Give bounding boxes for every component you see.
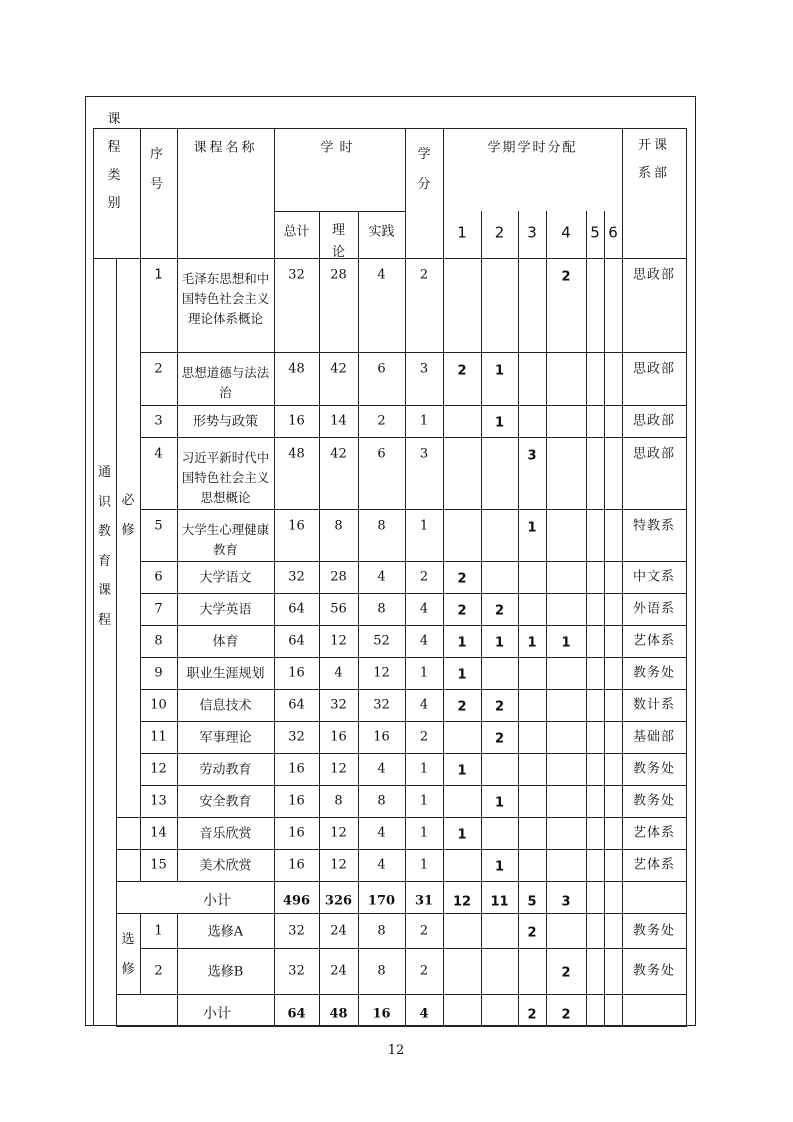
- row-theory: 42: [330, 446, 347, 462]
- row-theory: 16: [330, 729, 347, 745]
- row-seq: 14: [150, 825, 167, 841]
- header-semester-1: 1: [457, 223, 467, 242]
- row-total: 16: [288, 793, 305, 809]
- header-col-rule: [604, 211, 605, 258]
- row-course-name: 音乐欣赏: [199, 826, 252, 842]
- row-dept: 特教系: [632, 518, 676, 534]
- row-theory: 12: [330, 761, 347, 777]
- row-credit: 2: [419, 963, 429, 979]
- row-practice: 6: [377, 361, 386, 377]
- header-semester-3: 3: [527, 223, 537, 242]
- row-seq: 13: [150, 793, 167, 809]
- row-course-name: 思想道德与法法治: [181, 365, 270, 400]
- row-seq: 15: [150, 857, 167, 873]
- row-total: 16: [288, 825, 305, 841]
- row-course-name: 选修B: [207, 964, 244, 980]
- row-credit: 4: [419, 697, 429, 713]
- header-col-rule: [546, 211, 547, 258]
- subtotal-elective-label: 小计: [203, 1006, 231, 1022]
- row-practice: 32: [373, 697, 390, 713]
- row-seq: 8: [154, 633, 163, 649]
- group-elective-label: 选修: [121, 932, 135, 977]
- header-mid-rule: [274, 211, 406, 212]
- row-credit: 3: [419, 446, 429, 462]
- header-semester-2: 2: [494, 223, 505, 242]
- row-semester-1: 1: [457, 667, 467, 683]
- row-seq: 2: [154, 963, 163, 979]
- row-semester-3: 1: [527, 520, 537, 536]
- row-semester-1: 1: [457, 635, 467, 651]
- row-semester-4: 2: [561, 965, 571, 981]
- row-semester-3: 3: [527, 448, 537, 464]
- row-seq: 9: [154, 665, 163, 681]
- row-course-name: 军事理论: [199, 730, 252, 746]
- row-theory: 4: [334, 665, 343, 681]
- row-dept: 中文系: [632, 569, 676, 585]
- body-col-rule: [274, 881, 275, 913]
- row-practice: 4: [377, 825, 386, 841]
- row-rule: [140, 948, 687, 949]
- row-course-name: 劳动教育: [199, 762, 252, 778]
- page-number: 12: [387, 1043, 405, 1058]
- row-rule: [140, 352, 687, 353]
- row-semester-4: 2: [561, 269, 571, 285]
- row-credit: 1: [419, 518, 429, 534]
- body-col-rule: [319, 913, 320, 1026]
- row-dept: 思政部: [632, 446, 676, 462]
- row-semester-2: 1: [494, 415, 505, 431]
- body-col-rule: [586, 881, 587, 913]
- body-col-rule: [686, 258, 687, 1026]
- header-semester: 学期学时分配: [487, 140, 578, 156]
- row-total: 48: [288, 361, 305, 377]
- row-theory: 24: [330, 923, 347, 938]
- header-bottom-rule: [93, 258, 687, 259]
- row-semester-1: 2: [457, 363, 467, 379]
- row-total: 16: [288, 518, 305, 534]
- header-col-rule: [443, 128, 444, 258]
- row-rule: [140, 405, 687, 406]
- row-dept: 教务处: [632, 963, 676, 979]
- row-dept: 艺体系: [632, 633, 676, 649]
- row-total: 32: [288, 963, 305, 979]
- row-credit: 4: [419, 633, 429, 649]
- header-semester-4: 4: [561, 223, 571, 242]
- row-credit: 1: [419, 761, 429, 777]
- body-col-rule: [274, 913, 275, 1026]
- row-rule: [140, 509, 687, 510]
- body-col-rule: [518, 881, 519, 913]
- row-semester-1: 2: [457, 571, 467, 587]
- row-theory: 8: [334, 793, 343, 809]
- subtotal-required-semester-4: 3: [561, 894, 571, 910]
- header-col-rule: [586, 211, 587, 258]
- row-dept: 教务处: [632, 923, 676, 938]
- row-seq: 5: [154, 518, 163, 534]
- row-theory: 12: [330, 857, 347, 873]
- row-credit: 1: [419, 857, 429, 873]
- body-col-rule: [622, 913, 623, 1026]
- row-seq: 1: [154, 923, 163, 938]
- header-col-rule: [686, 128, 687, 258]
- header-col-rule: [481, 211, 482, 258]
- row-semester-2: 2: [494, 731, 505, 747]
- header-col-rule: [622, 128, 623, 258]
- row-dept: 思政部: [632, 267, 676, 283]
- body-col-rule: [358, 881, 359, 913]
- row-dept: 基础部: [632, 729, 676, 745]
- subtotal-elective-semester-4: 2: [561, 1007, 571, 1023]
- row-theory: 28: [330, 267, 347, 283]
- header-col-rule: [319, 211, 320, 258]
- subtotal-required-semester-3: 5: [527, 894, 537, 910]
- row-rule: [116, 1026, 687, 1027]
- subtotal-elective-credit: 4: [419, 1006, 429, 1022]
- row-total: 16: [288, 857, 305, 873]
- row-rule: [116, 913, 687, 914]
- header-hours: 学时: [320, 140, 359, 156]
- row-course-name: 大学语文: [199, 570, 252, 586]
- row-total: 64: [288, 697, 305, 713]
- row-credit: 1: [419, 413, 429, 429]
- header-semester-5: 5: [590, 223, 600, 242]
- row-dept: 艺体系: [632, 825, 676, 841]
- header-col-rule: [358, 211, 359, 258]
- header-course-name: 课程名称: [193, 140, 258, 156]
- row-theory: 56: [330, 601, 347, 617]
- row-total: 64: [288, 601, 305, 617]
- header-top-rule: [93, 128, 687, 129]
- row-rule: [140, 785, 687, 786]
- row-practice: 4: [377, 857, 386, 873]
- row-total: 16: [288, 761, 305, 777]
- row-practice: 4: [377, 761, 386, 777]
- row-credit: 1: [419, 665, 429, 681]
- row-total: 32: [288, 569, 305, 585]
- row-semester-1: 2: [457, 699, 467, 715]
- row-theory: 12: [330, 825, 347, 841]
- body-col-rule: [481, 881, 482, 913]
- subtotal-elective-theory: 48: [329, 1006, 348, 1022]
- subtotal-elective-practice: 16: [372, 1006, 391, 1022]
- row-semester-2: 1: [494, 363, 505, 379]
- row-practice: 2: [377, 413, 386, 429]
- row-rule: [140, 689, 687, 690]
- body-col-rule: [518, 913, 519, 1026]
- row-practice: 8: [377, 963, 386, 979]
- subtotal-elective-total: 64: [287, 1006, 306, 1022]
- row-course-name: 大学生心理健康教育: [181, 522, 270, 557]
- subtotal-required-label: 小计: [203, 893, 231, 909]
- row-dept: 教务处: [632, 761, 676, 777]
- row-seq: 4: [154, 446, 163, 462]
- subtotal-required-total: 496: [282, 893, 311, 909]
- row-theory: 24: [330, 963, 347, 979]
- row-credit: 3: [419, 361, 429, 377]
- row-rule: [116, 817, 687, 818]
- body-col-rule: [443, 881, 444, 913]
- row-seq: 7: [154, 601, 163, 617]
- row-semester-2: 2: [494, 603, 505, 619]
- header-theory: 理论: [331, 223, 345, 260]
- header-col-rule: [518, 211, 519, 258]
- row-seq: 3: [154, 413, 163, 429]
- row-dept: 思政部: [632, 361, 676, 377]
- header-dept: 开课系部: [638, 138, 671, 181]
- row-seq: 1: [154, 267, 163, 283]
- row-practice: 16: [373, 729, 390, 745]
- body-col-rule: [93, 258, 94, 1026]
- subtotal-required-semester-1: 12: [452, 894, 472, 910]
- row-rule: [140, 593, 687, 594]
- row-course-name: 安全教育: [199, 794, 252, 810]
- row-semester-2: 1: [494, 859, 505, 875]
- row-seq: 2: [154, 361, 163, 377]
- body-col-rule: [546, 913, 547, 1026]
- row-semester-3: 2: [527, 925, 537, 940]
- row-semester-4: 1: [561, 635, 571, 651]
- row-credit: 2: [419, 729, 429, 745]
- row-theory: 28: [330, 569, 347, 585]
- row-rule: [116, 994, 687, 995]
- body-col-rule: [443, 913, 444, 1026]
- row-rule: [140, 753, 687, 754]
- row-dept: 思政部: [632, 413, 676, 429]
- header-col-rule: [93, 128, 94, 258]
- body-col-rule: [358, 913, 359, 1026]
- header-col-rule: [140, 128, 141, 258]
- row-course-name: 美术欣赏: [199, 858, 252, 874]
- row-practice: 4: [377, 267, 386, 283]
- row-total: 16: [288, 413, 305, 429]
- row-rule: [116, 881, 687, 882]
- header-practice: 实践: [368, 224, 395, 240]
- row-course-name: 习近平新时代中国特色社会主义思想概论: [181, 450, 270, 505]
- row-semester-1: 2: [457, 603, 467, 619]
- row-practice: 12: [373, 665, 390, 681]
- body-col-rule: [140, 913, 141, 994]
- body-col-rule: [586, 913, 587, 1026]
- row-practice: 8: [377, 923, 386, 938]
- row-credit: 4: [419, 601, 429, 617]
- row-total: 32: [288, 923, 305, 938]
- row-rule: [140, 561, 687, 562]
- header-col-rule: [177, 128, 178, 258]
- row-credit: 2: [419, 267, 429, 283]
- row-seq: 10: [150, 697, 167, 713]
- row-semester-3: 1: [527, 635, 537, 651]
- row-course-name: 职业生涯规划: [186, 666, 265, 682]
- row-dept: 教务处: [632, 793, 676, 809]
- row-credit: 2: [419, 569, 429, 585]
- row-total: 32: [288, 267, 305, 283]
- subtotal-required-theory: 326: [324, 893, 353, 909]
- row-practice: 8: [377, 518, 386, 534]
- row-theory: 42: [330, 361, 347, 377]
- row-course-name: 形势与政策: [192, 414, 259, 430]
- header-col-rule: [274, 128, 275, 258]
- subtotal-required-practice: 170: [367, 893, 396, 909]
- row-semester-2: 1: [494, 795, 505, 811]
- body-col-rule: [405, 913, 406, 1026]
- body-col-rule: [116, 258, 117, 1026]
- subtotal-required-credit: 31: [414, 893, 434, 909]
- row-semester-2: 2: [494, 699, 505, 715]
- row-theory: 8: [334, 518, 343, 534]
- row-seq: 12: [150, 761, 167, 777]
- row-practice: 52: [373, 633, 390, 649]
- row-credit: 1: [419, 793, 429, 809]
- subtotal-elective-semester-3: 2: [527, 1007, 537, 1023]
- subtotal-required-semester-2: 11: [490, 894, 509, 910]
- row-rule: [140, 437, 687, 438]
- header-credit: 学分: [417, 147, 431, 192]
- body-col-rule: [622, 881, 623, 913]
- row-seq: 11: [150, 729, 167, 745]
- header-col-rule: [405, 128, 406, 258]
- body-col-rule: [405, 881, 406, 913]
- row-practice: 8: [377, 793, 386, 809]
- row-practice: 8: [377, 601, 386, 617]
- body-col-rule: [604, 881, 605, 913]
- row-rule: [140, 625, 687, 626]
- body-col-rule: [481, 913, 482, 1026]
- row-course-name: 毛泽东思想和中国特色社会主义理论体系概论: [181, 271, 270, 326]
- row-rule: [140, 657, 687, 658]
- row-semester-2: 1: [494, 635, 505, 651]
- body-col-rule: [319, 881, 320, 913]
- row-semester-1: 1: [457, 827, 467, 843]
- row-dept: 教务处: [632, 665, 676, 681]
- row-course-name: 信息技术: [199, 698, 252, 714]
- row-total: 48: [288, 446, 305, 462]
- body-col-rule: [177, 913, 178, 1026]
- body-col-rule: [546, 881, 547, 913]
- row-rule: [116, 849, 687, 850]
- row-practice: 6: [377, 446, 386, 462]
- row-dept: 数计系: [632, 697, 676, 713]
- header-total: 总计: [283, 224, 310, 240]
- row-dept: 外语系: [632, 601, 676, 617]
- row-total: 32: [288, 729, 305, 745]
- row-course-name: 选修A: [207, 924, 244, 939]
- row-rule: [140, 721, 687, 722]
- row-seq: 6: [154, 569, 163, 585]
- group-required-label: 必修: [121, 493, 135, 538]
- row-credit: 2: [419, 923, 429, 938]
- row-theory: 14: [330, 413, 347, 429]
- row-theory: 32: [330, 697, 347, 713]
- header-semester-6: 6: [608, 223, 618, 242]
- row-course-name: 体育: [212, 634, 239, 650]
- row-practice: 4: [377, 569, 386, 585]
- header-seq: 序号: [149, 147, 163, 192]
- row-dept: 艺体系: [632, 857, 676, 873]
- row-total: 64: [288, 633, 305, 649]
- row-semester-1: 1: [457, 763, 467, 779]
- group-general-label: 通识教育课程: [97, 465, 111, 628]
- row-theory: 12: [330, 633, 347, 649]
- header-category: 课程类别: [107, 112, 125, 211]
- body-col-rule: [604, 913, 605, 1026]
- row-course-name: 大学英语: [199, 602, 252, 618]
- row-total: 16: [288, 665, 305, 681]
- row-credit: 1: [419, 825, 429, 841]
